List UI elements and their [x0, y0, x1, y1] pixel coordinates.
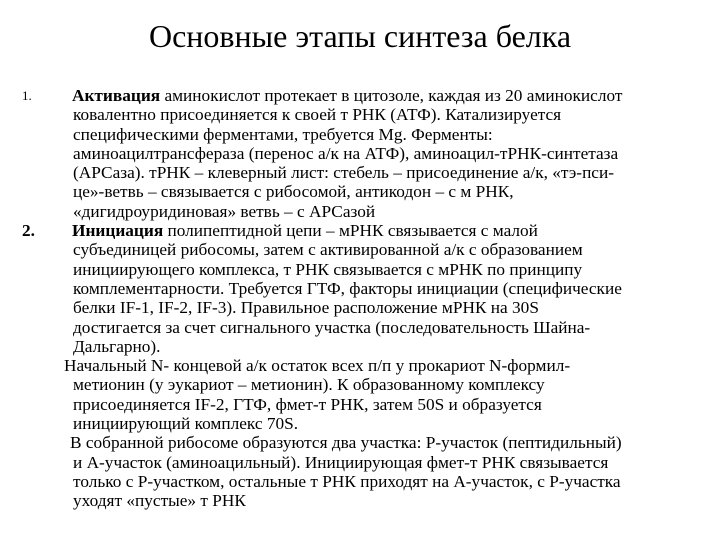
text-line: Дальгарно). [73, 336, 161, 356]
text-line: ковалентно присоединяется к своей т РНК (АТФ). Катализируется [73, 105, 562, 125]
list-item-1 [0, 86, 720, 105]
text-line: це»-ветвь – связывается с рибосомой, антикодон – с м РНК, [73, 182, 514, 202]
item-term: Инициация [72, 221, 164, 241]
text-line: метионин (у эукариот – метионин). К образованному комплексу [73, 375, 545, 395]
paragraph-ribosome-sites [0, 433, 720, 452]
text-line: специфическими ферментами, требуется Mg. Ферменты: [73, 124, 493, 144]
text-line: и А-участок (аминоацильный). Инициирующая фмет-т РНК связывается [73, 452, 609, 472]
text-line: комплементарности. Требуется ГТФ, факторы инициации (специфические [73, 278, 622, 298]
text-line: аминоацилтрансфераза (перенос а/к на АТФ), аминоацил-тРНК-синтетаза [73, 143, 619, 163]
text-line: только с Р-участком, остальные т РНК приходят на А-участок, с Р-участка [73, 471, 621, 491]
list-item-2 [0, 221, 720, 240]
text-line: «дигидроуридиновая» ветвь – с АРСазой [73, 201, 376, 221]
text-line: белки IF-1, IF-2, IF-3). Правильное расположение мРНК на 30S [73, 298, 539, 318]
text-line: инициирующего комплекса, т РНК связывается с мРНК по принципу [73, 259, 583, 279]
text-line: присоединяется IF-2, ГТФ, фмет-т РНК, затем 50S и образуется [73, 394, 542, 414]
slide-body [0, 86, 720, 511]
list-marker: 1. [22, 88, 32, 103]
text-line: инициирующий комплекс 70S. [73, 414, 299, 434]
text-line: уходят «пустые» т РНК [73, 491, 246, 511]
text-line: В собранной рибосоме образуются два участка: Р-участок (пептидильный) [70, 433, 622, 453]
item-term: Активация [72, 86, 161, 105]
item-text: полипептидной цепи – мРНК связывается с малой [163, 221, 538, 241]
text-line: (АРСаза). тРНК – клеверный лист: стебель – присоединение а/к, «тэ-пси- [73, 163, 614, 183]
text-line: Начальный N- концевой а/к остаток всех п/п у прокариот N-формил- [64, 356, 571, 376]
text-line: субъединицей рибосомы, затем с активированной а/к с образованием [73, 240, 583, 260]
item-text: аминокислот протекает в цитозоле, каждая из 20 аминокислот [160, 86, 623, 105]
list-marker: 2. [22, 221, 35, 241]
slide-title: Основные этапы синтеза белка [148, 18, 572, 54]
text-line: достигается за счет сигнального участка (последовательность Шайна- [73, 317, 591, 337]
paragraph-initiator [0, 356, 720, 375]
